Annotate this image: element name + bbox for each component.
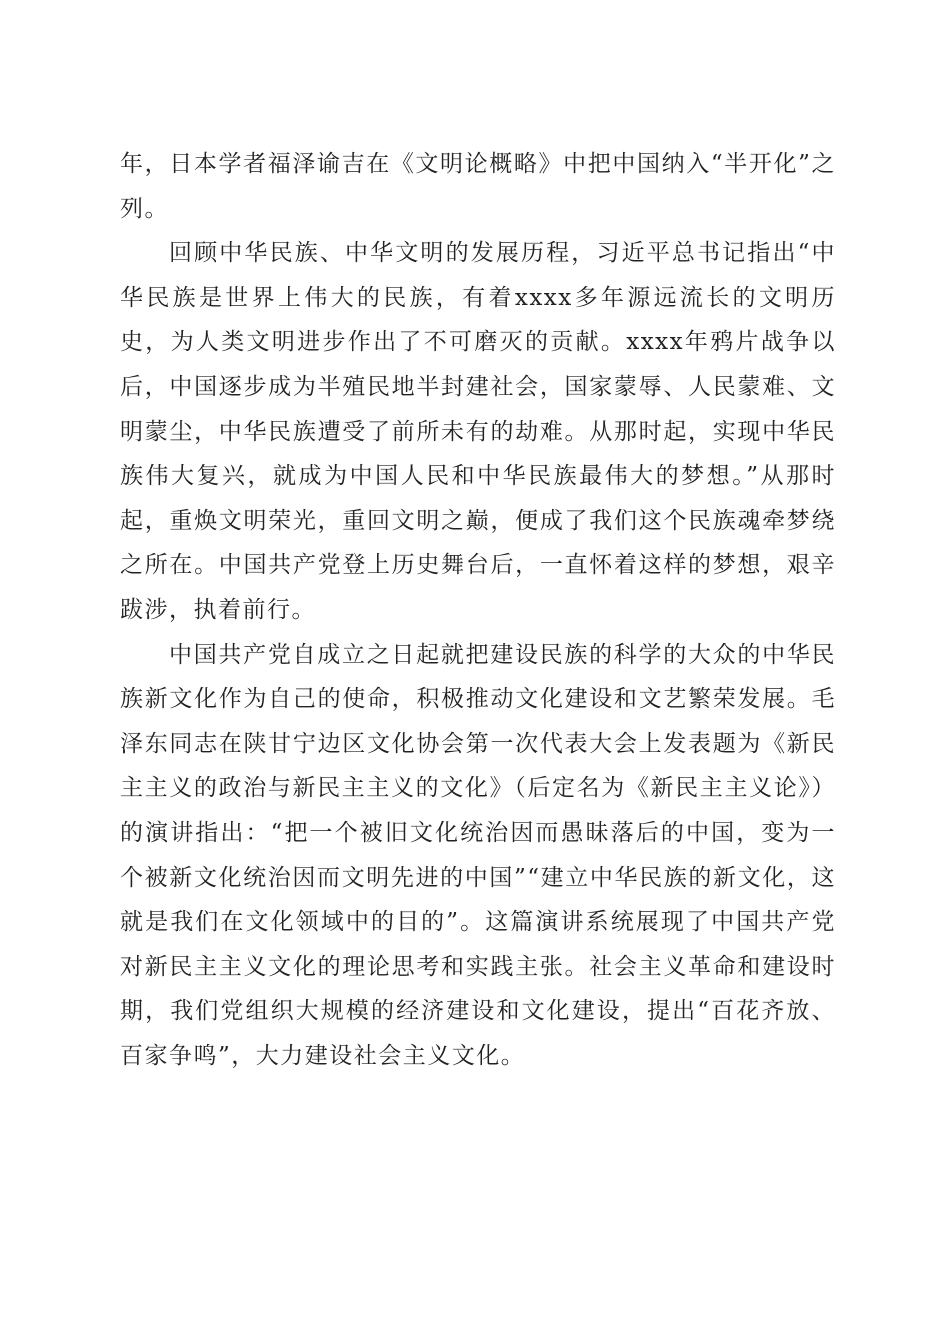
- paragraph-new-culture: 中国共产党自成立之日起就把建设民族的科学的大众的中华民族新文化作为自己的使命，积极推动文化建设和文艺繁荣发展。毛泽东同志在陕甘宁边区文化协会第一次代表大会上发表题为《新民主主义的政治与新民主主义的文化》（后定名为《新民主主义论》）的演讲指出：“把一个被旧文化统治因而愚昧落后的中国，变为一个被新文化统治因而文明先进的中国”“建立中华民族的新文化，这就是我们在文化领域中的目的”。这篇演讲系统展现了中国共产党对新民主主义文化的理论思考和实践主张。社会主义革命和建设时期，我们党组织大规模的经济建设和文化建设，提出“百花齐放、百家争鸣”，大力建设社会主义文化。: [120, 641, 836, 1069]
- paragraph-continuation: 年，日本学者福泽谕吉在《文明论概略》中把中国纳入“半开化”之列。: [120, 151, 836, 222]
- document-body: [120, 142, 836, 1078]
- paragraph-review-history: 回顾中华民族、中华文明的发展历程，习近平总书记指出“中华民族是世界上伟大的民族，有着xxxx多年源远流长的文明历史，为人类文明进步作出了不可磨灭的贡献。xxxx年鸦片战争以后，中国逐步成为半殖民地半封建社会，国家蒙辱、人民蒙难、文明蒙尘，中华民族遭受了前所未有的劫难。从那时起，实现中华民族伟大复兴，就成为中国人民和中华民族最伟大的梦想。”从那时起，重焕文明荣光，重回文明之巅，便成了我们这个民族魂牵梦绕之所在。中国共产党登上历史舞台后，一直怀着这样的梦想，艰辛跋涉，执着前行。: [120, 240, 836, 623]
